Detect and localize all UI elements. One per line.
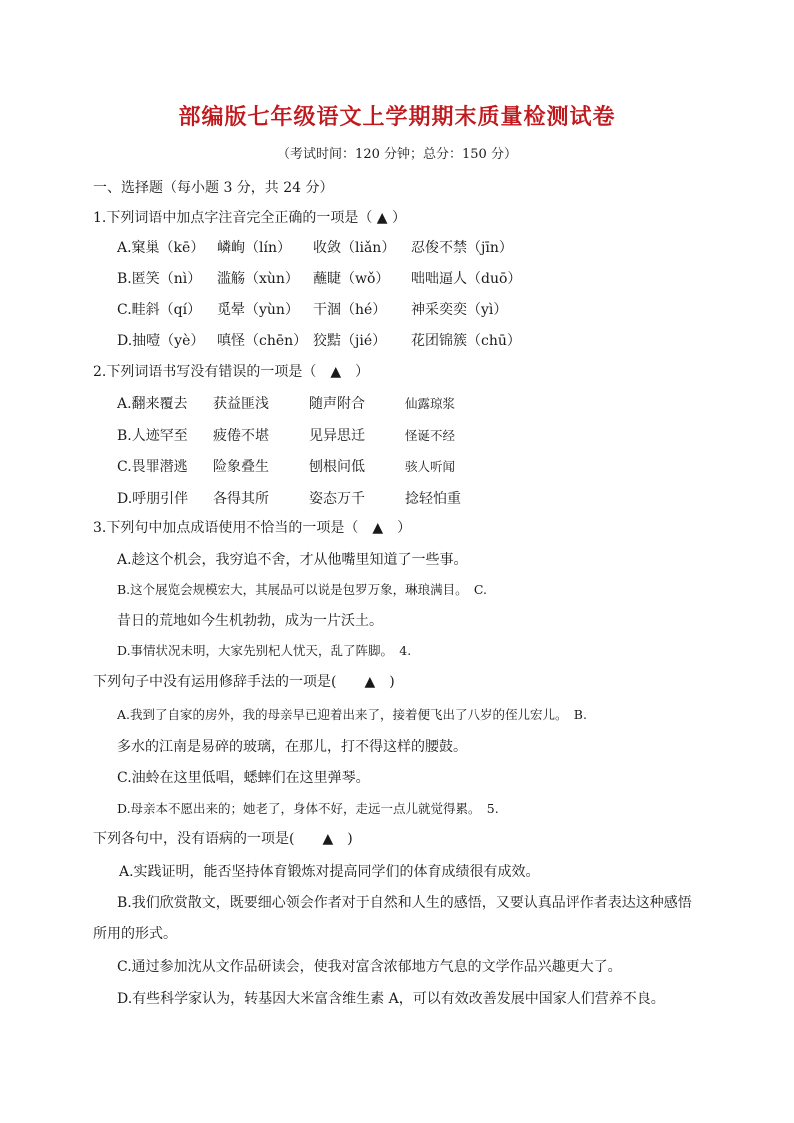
q3-option-b: B.这个展览会规模宏大，其展品可以说是包罗万象，琳琅满目。 C. bbox=[117, 582, 488, 597]
q4-stem: 下列句子中没有运用修辞手法的一项是( ▲ ) bbox=[93, 674, 395, 690]
q3-option-a: A.趁这个机会，我穷追不舍，才从他嘴里知道了一些事。 bbox=[117, 552, 468, 568]
q1-option-d bbox=[117, 330, 521, 350]
q4-option-a: A.我到了自家的房外，我的母亲早已迎着出来了，接着便飞出了八岁的侄儿宏儿。 B. bbox=[117, 707, 587, 722]
q2-option-d bbox=[117, 488, 461, 508]
q5-option-b-line1: B.我们欣赏散文，既要细心领会作者对于自然和人生的感悟，又要认真品评作者表达这种感悟 bbox=[117, 895, 692, 911]
q1-option-a-word4: 忍俊不禁（jīn） bbox=[411, 240, 513, 256]
q2-option-b-word4: 怪诞不经 bbox=[405, 428, 456, 443]
q2-option-a-word4: 仙露琼浆 bbox=[405, 396, 456, 411]
q1-option-b-word1: B.匿笑（nì） bbox=[117, 271, 202, 287]
q2-option-b-word3: 见异思迁 bbox=[309, 428, 365, 444]
q3-option-c: 昔日的荒地如今生机勃勃，成为一片沃土。 bbox=[117, 613, 383, 629]
q2-stem: 2.下列词语书写没有错误的一项是（ ▲ ） bbox=[93, 364, 370, 380]
q2-option-b bbox=[117, 425, 455, 445]
exam-subtitle: （考试时间：120 分钟；总分：150 分） bbox=[277, 147, 517, 162]
q2-option-d-word2: 各得其所 bbox=[213, 491, 269, 507]
q1-stem: 1.下列词语中加点字注音完全正确的一项是（ ▲ ） bbox=[93, 210, 407, 226]
q2-option-d-word3: 姿态万千 bbox=[309, 491, 365, 507]
q1-option-d-word2: 嗔怪（chēn） bbox=[217, 333, 308, 349]
q1-option-a-word1: A.窠巢（kē） bbox=[117, 240, 205, 256]
q2-option-a bbox=[117, 393, 455, 413]
q2-option-a-word3: 随声附合 bbox=[309, 396, 365, 412]
q1-option-b-word4: 咄咄逼人（duō） bbox=[411, 271, 522, 287]
q2-option-d-word4: 捻轻怕重 bbox=[405, 491, 461, 507]
exam-title: 部编版七年级语文上学期期末质量检测试卷 bbox=[178, 104, 616, 130]
q1-option-b-word2: 滥觞（xùn） bbox=[217, 271, 299, 287]
q2-option-c-word1: C.畏罪潜逃 bbox=[117, 459, 188, 475]
q1-option-c-word1: C.畦斜（qí） bbox=[117, 302, 202, 318]
q4-option-c: C.油蛉在这里低唱，蟋蟀们在这里弹琴。 bbox=[117, 770, 370, 786]
q1-option-b-word3: 蘸睫（wǒ） bbox=[313, 271, 390, 287]
q1-option-b bbox=[117, 268, 521, 288]
q2-option-c bbox=[117, 456, 455, 476]
q4-option-d: D.母亲本不愿出来的；她老了，身体不好，走远一点儿就觉得累。 5. bbox=[117, 801, 499, 816]
q1-option-a-word2: 嶙峋（lín） bbox=[217, 240, 291, 256]
q2-option-b-word1: B.人迹罕至 bbox=[117, 428, 188, 444]
q1-option-d-word1: D.抽噎（yè） bbox=[117, 333, 205, 349]
q1-option-c-word4: 神采奕奕（yì） bbox=[411, 302, 508, 318]
q5-option-a: A.实践证明，能否坚持体育锻炼对提高同学们的体育成绩很有成效。 bbox=[119, 864, 540, 880]
q2-option-d-word1: D.呼朋引伴 bbox=[117, 491, 189, 507]
q1-option-d-word3: 狡黠（jié） bbox=[313, 333, 387, 349]
q2-option-c-word3: 刨根问低 bbox=[309, 459, 365, 475]
q1-option-c bbox=[117, 299, 507, 319]
q5-option-d: D.有些科学家认为，转基因大米富含维生素 A，可以有效改善发展中国家人们营养不良。 bbox=[117, 991, 665, 1007]
q1-option-a bbox=[117, 237, 513, 257]
q3-option-d: D.事情状况未明，大家先别杞人忧天，乱了阵脚。 4. bbox=[117, 643, 412, 658]
q2-option-a-word2: 获益匪浅 bbox=[213, 396, 269, 412]
q1-option-a-word3: 收敛（liǎn） bbox=[313, 240, 396, 256]
q1-option-c-word3: 干涸（hé） bbox=[313, 302, 387, 318]
q2-option-b-word2: 疲倦不堪 bbox=[213, 428, 269, 444]
q2-option-c-word2: 险象叠生 bbox=[213, 459, 269, 475]
q2-option-a-word1: A.翻来覆去 bbox=[117, 396, 188, 412]
q4-option-b: 多水的江南是易碎的玻璃，在那儿，打不得这样的腰鼓。 bbox=[117, 739, 467, 755]
q5-stem: 下列各句中，没有语病的一项是( ▲ ) bbox=[93, 831, 353, 847]
q1-option-d-word4: 花团锦簇（chū） bbox=[411, 333, 521, 349]
section-heading: 一、选择题（每小题 3 分，共 24 分） bbox=[93, 180, 334, 196]
q1-option-c-word2: 觅晕（yùn） bbox=[217, 302, 299, 318]
q3-stem: 3.下列句中加点成语使用不恰当的一项是（ ▲ ） bbox=[93, 520, 412, 536]
q5-option-c: C.通过参加沈从文作品研读会，使我对富含浓郁地方气息的文学作品兴趣更大了。 bbox=[117, 959, 622, 975]
q2-option-c-word4: 骇人听闻 bbox=[405, 459, 456, 474]
q5-option-b-line2: 所用的形式。 bbox=[93, 926, 177, 942]
